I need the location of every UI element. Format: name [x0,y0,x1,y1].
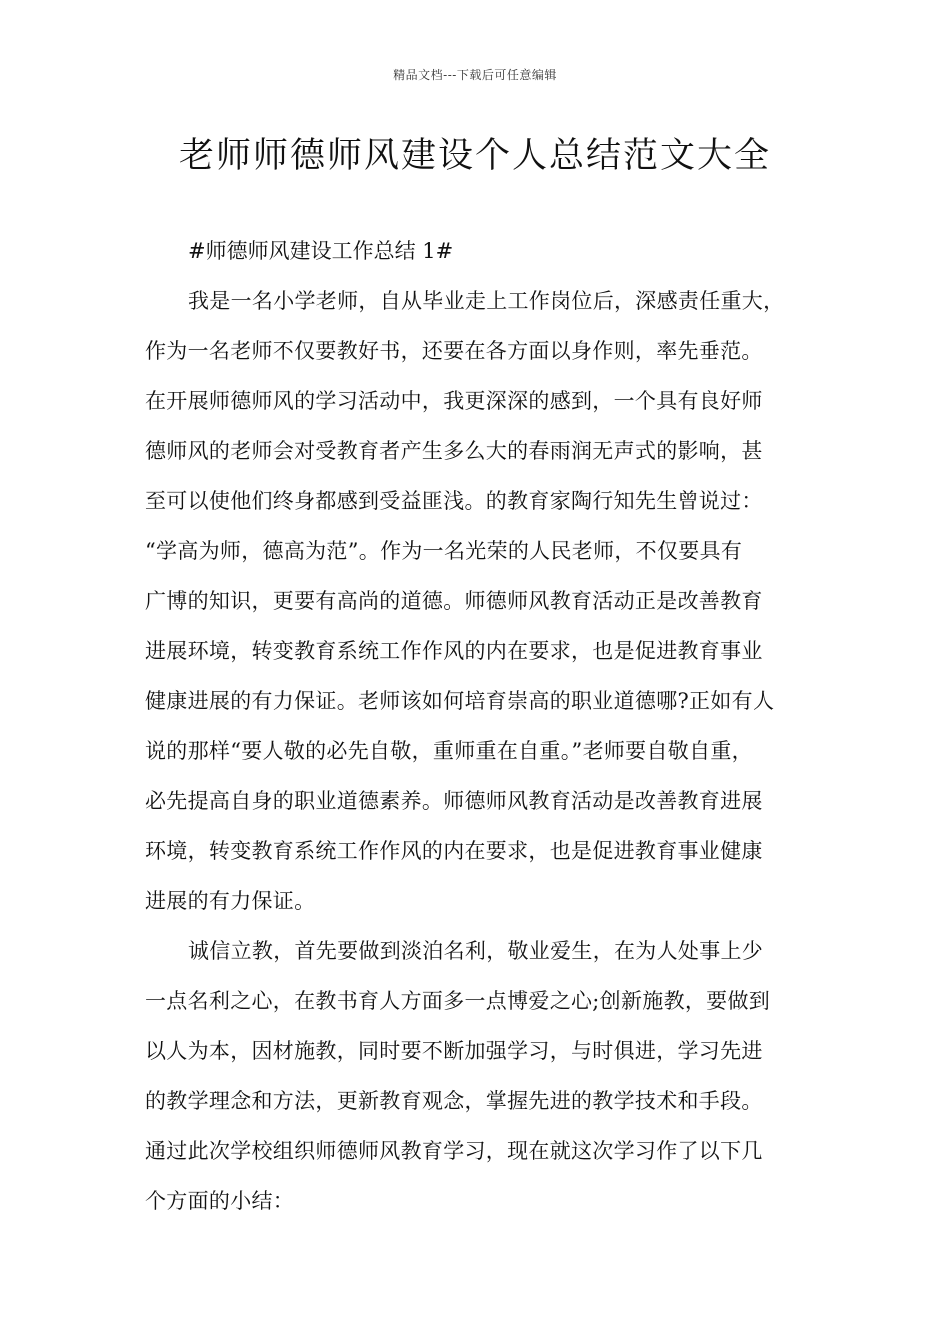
paragraph-line: 我是一名小学老师，自从毕业走上工作岗位后，深感责任重大， [188,289,785,313]
paragraph-line: 广博的知识，更要有高尚的道德。师德师风教育活动正是改善教育 [145,589,763,613]
paragraph-line: 德师风的老师会对受教育者产生多么大的春雨润无声式的影响，甚 [145,439,763,463]
paragraph-line: 以人为本，因材施教，同时要不断加强学习，与时俱进，学习先进 [145,1039,763,1063]
paragraph-line: 个方面的小结： [145,1189,295,1213]
paragraph-line: 健康进展的有力保证。老师该如何培育崇高的职业道德哪?正如有人 [145,689,775,713]
paragraph-line: 进展环境，转变教育系统工作作风的内在要求，也是促进教育事业 [145,639,763,663]
paragraph-line: 在开展师德师风的学习活动中，我更深深的感到，一个具有良好师 [145,389,763,413]
paragraph-line: 说的那样“要人敬的必先自敬，重师重在自重。”老师要自敬自重， [145,739,753,763]
header-note: 精品文档---下载后可任意编辑 [393,68,557,82]
paragraph-line: 至可以使他们终身都感到受益匪浅。的教育家陶行知先生曾说过： [145,489,763,513]
document-title: 老师师德师风建设个人总结范文大全 [178,136,771,176]
paragraph-line: 必先提高自身的职业道德素养。师德师风教育活动是改善教育进展 [145,789,763,813]
paragraph-line: 的教学理念和方法，更新教育观念，掌握先进的教学技术和手段。 [145,1089,763,1113]
paragraph-1 [145,276,784,926]
paragraph-line: 作为一名老师不仅要教好书，还要在各方面以身作则，率先垂范。 [145,339,763,363]
paragraph-line: 一点名利之心，在教书育人方面多一点博爱之心;创新施教，要做到 [145,989,771,1013]
paragraph-2 [145,926,770,1226]
paragraph-line: 进展的有力保证。 [145,889,316,913]
paragraph-line: 环境，转变教育系统工作作风的内在要求，也是促进教育事业健康 [145,839,763,863]
paragraph-line: 诚信立教，首先要做到淡泊名利，敬业爱生，在为人处事上少 [188,939,764,963]
paragraph-line: “学高为师，德高为范”。作为一名光荣的人民老师，不仅要具有 [145,539,743,563]
paragraph-line: 通过此次学校组织师德师风教育学习，现在就这次学习作了以下几 [145,1139,763,1163]
section-heading: #师德师风建设工作总结 1# [188,239,454,263]
